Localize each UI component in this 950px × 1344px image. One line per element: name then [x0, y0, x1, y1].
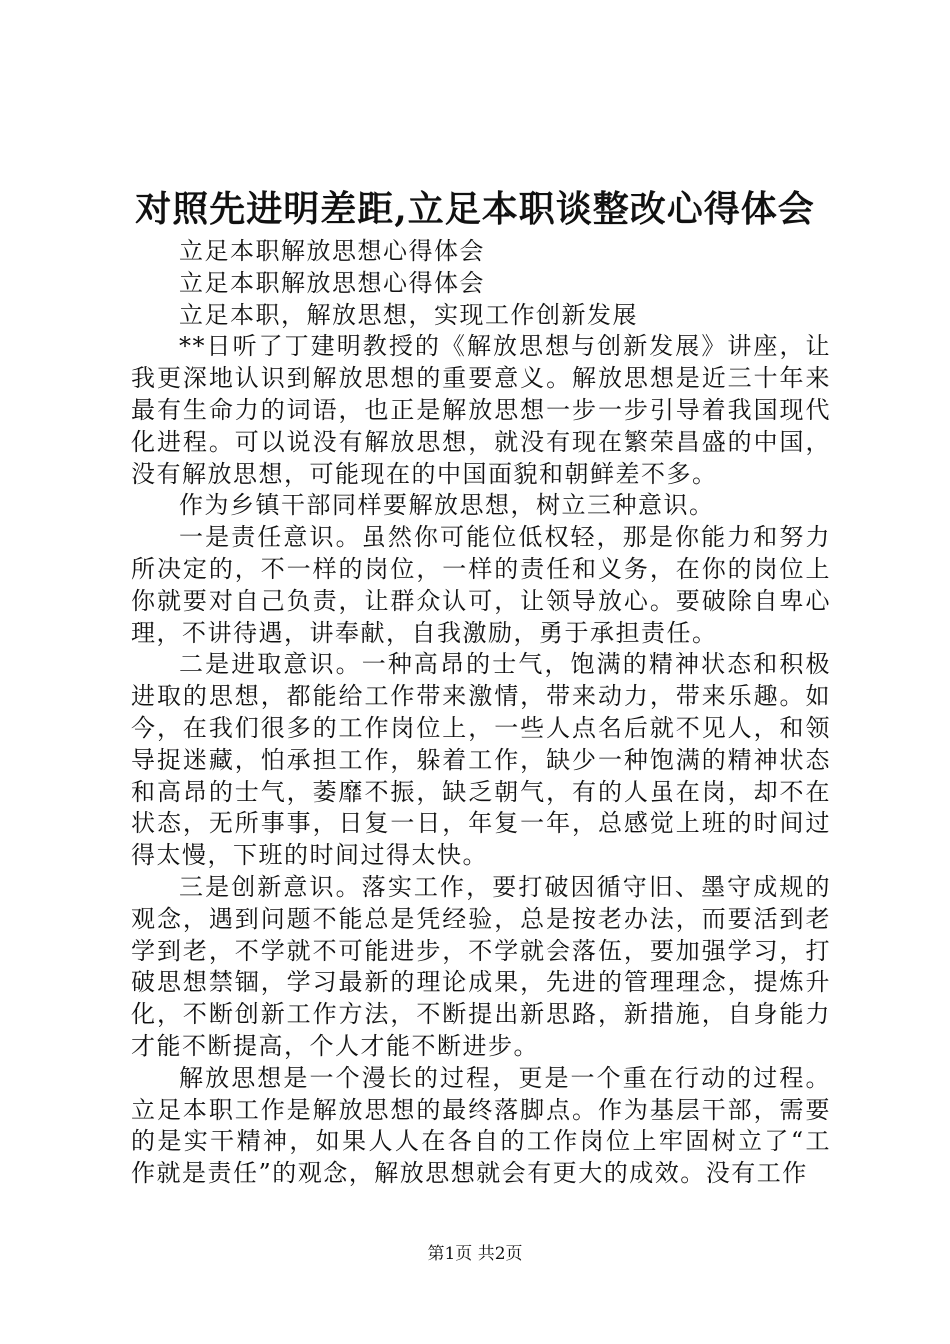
paragraph: 二是进取意识。一种高昂的士气，饱满的精神状态和积极进取的思想，都能给工作带来激情，带来动力，带来乐趣。如今，在我们很多的工作岗位上，一些人点名后就不见人，和领导捉迷藏，怕承担工作，躲着工作，缺少一种饱满的精神状态和高昂的士气，萎靡不振，缺乏朝气，有的人虽在岗，却不在状态，无所事事，日复一日，年复一年，总感觉上班的时间过得太慢，下班的时间过得太快。 — [131, 650, 831, 870]
paragraph: 作为乡镇干部同样要解放思想，树立三种意识。 — [179, 491, 715, 520]
document-title: 对照先进明差距,立足本职谈整改心得体会 — [135, 188, 815, 230]
page-number-footer: 第1页 共2页 — [427, 1244, 523, 1264]
paragraph: 三是创新意识。落实工作，要打破因循守旧、墨守成规的观念，遇到问题不能总是凭经验，总是按老办法，而要活到老学到老，不学就不可能进步，不学就会落伍，要加强学习，打破思想禁锢，学习最新的理论成果，先进的管理理念，提炼升化，不断创新工作方法，不断提出新思路，新措施，自身能力才能不断提高，个人才能不断进步。 — [131, 872, 831, 1060]
paragraph: 立足本职解放思想心得体会 — [179, 237, 485, 265]
paragraph: 一是责任意识。虽然你可能位低权轻，那是你能力和努力所决定的，不一样的岗位，一样的责任和义务，在你的岗位上你就要对自己负责，让群众认可，让领导放心。要破除自卑心理，不讲待遇，讲奉献，自我激励，勇于承担责任。 — [131, 523, 831, 647]
paragraph: **日听了丁建明教授的《解放思想与创新发展》讲座，让我更深地认识到解放思想的重要意义。解放思想是近三十年来最有生命力的词语，也正是解放思想一步一步引导着我国现代化进程。可以说没有解放思想，就没有现在繁荣昌盛的中国，没有解放思想，可能现在的中国面貌和朝鲜差不多。 — [131, 332, 831, 488]
document-body — [131, 236, 831, 1190]
paragraph: 立足本职，解放思想，实现工作创新发展 — [179, 300, 638, 329]
paragraph: 立足本职解放思想心得体会 — [179, 268, 485, 297]
paragraph: 解放思想是一个漫长的过程，更是一个重在行动的过程。立足本职工作是解放思想的最终落脚点。作为基层干部，需要的是实干精神，如果人人在各自的工作岗位上牢固树立了“工作就是责任”的观念，解放思想就会有更大的成效。没有工作 — [131, 1063, 831, 1188]
